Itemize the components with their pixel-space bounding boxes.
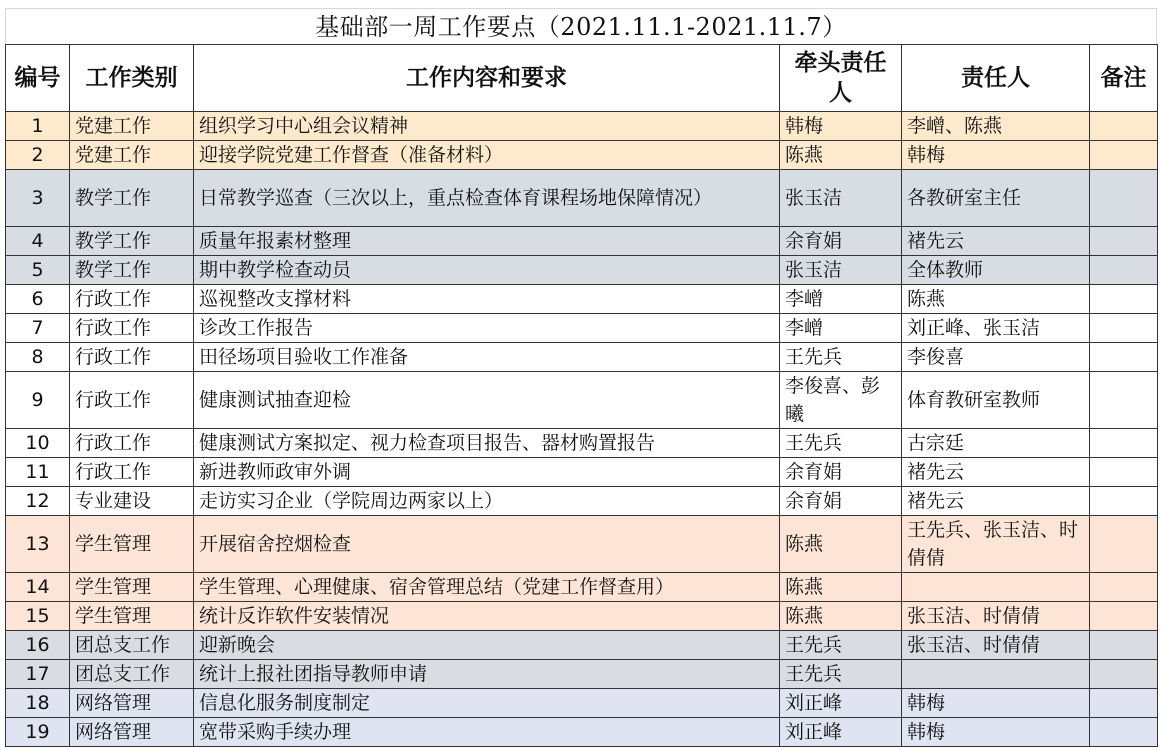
cell-notes[interactable] — [1090, 227, 1158, 256]
table-row — [6, 718, 1158, 747]
table-row — [6, 314, 1158, 343]
cell-lead[interactable]: 刘正峰 — [780, 718, 902, 747]
cell-lead[interactable]: 张玉洁 — [780, 256, 902, 285]
cell-responsible[interactable] — [902, 660, 1090, 689]
cell-notes[interactable] — [1090, 429, 1158, 458]
cell-lead[interactable]: 余育娟 — [780, 227, 902, 256]
cell-num[interactable]: 10 — [6, 429, 70, 458]
cell-category[interactable]: 行政工作 — [70, 372, 194, 429]
cell-responsible[interactable]: 韩梅 — [902, 141, 1090, 170]
cell-category[interactable]: 行政工作 — [70, 285, 194, 314]
cell-content[interactable]: 迎新晚会 — [194, 631, 780, 660]
cell-responsible[interactable]: 褚先云 — [902, 487, 1090, 516]
cell-category[interactable]: 专业建设 — [70, 487, 194, 516]
cell-lead[interactable]: 陈燕 — [780, 602, 902, 631]
cell-lead[interactable]: 王先兵 — [780, 429, 902, 458]
cell-content[interactable]: 质量年报素材整理 — [194, 227, 780, 256]
cell-responsible[interactable]: 王先兵、张玉洁、时倩倩 — [902, 516, 1090, 573]
cell-num[interactable]: 1 — [6, 112, 70, 141]
cell-notes[interactable] — [1090, 372, 1158, 429]
cell-content[interactable]: 走访实习企业（学院周边两家以上） — [194, 487, 780, 516]
cell-category[interactable]: 党建工作 — [70, 141, 194, 170]
cell-content[interactable]: 期中教学检查动员 — [194, 256, 780, 285]
table-body — [6, 112, 1158, 747]
cell-num[interactable]: 2 — [6, 141, 70, 170]
cell-lead[interactable]: 王先兵 — [780, 343, 902, 372]
cell-num[interactable]: 15 — [6, 602, 70, 631]
cell-responsible[interactable]: 李嶒、陈燕 — [902, 112, 1090, 141]
table-row — [6, 487, 1158, 516]
cell-category[interactable]: 行政工作 — [70, 429, 194, 458]
cell-lead[interactable]: 刘正峰 — [780, 689, 902, 718]
cell-content[interactable]: 统计上报社团指导教师申请 — [194, 660, 780, 689]
cell-content[interactable]: 日常教学巡查（三次以上，重点检查体育课程场地保障情况） — [194, 170, 780, 227]
cell-content[interactable]: 新进教师政审外调 — [194, 458, 780, 487]
cell-responsible[interactable]: 李俊喜 — [902, 343, 1090, 372]
cell-num[interactable]: 13 — [6, 516, 70, 573]
cell-responsible[interactable]: 张玉洁、时倩倩 — [902, 602, 1090, 631]
cell-category[interactable]: 学生管理 — [70, 602, 194, 631]
cell-category[interactable]: 行政工作 — [70, 314, 194, 343]
cell-category[interactable]: 党建工作 — [70, 112, 194, 141]
table-row — [6, 429, 1158, 458]
cell-lead[interactable]: 陈燕 — [780, 141, 902, 170]
cell-content[interactable]: 组织学习中心组会议精神 — [194, 112, 780, 141]
cell-num[interactable]: 7 — [6, 314, 70, 343]
cell-responsible[interactable] — [902, 573, 1090, 602]
cell-notes[interactable] — [1090, 141, 1158, 170]
cell-notes[interactable] — [1090, 660, 1158, 689]
cell-category[interactable]: 团总支工作 — [70, 631, 194, 660]
cell-lead[interactable]: 李嶒 — [780, 314, 902, 343]
cell-responsible[interactable]: 全体教师 — [902, 256, 1090, 285]
cell-notes[interactable] — [1090, 458, 1158, 487]
cell-category[interactable]: 团总支工作 — [70, 660, 194, 689]
cell-num[interactable]: 11 — [6, 458, 70, 487]
table-row — [6, 660, 1158, 689]
cell-content[interactable]: 田径场项目验收工作准备 — [194, 343, 780, 372]
table-row — [6, 227, 1158, 256]
cell-notes[interactable] — [1090, 256, 1158, 285]
cell-responsible[interactable]: 韩梅 — [902, 718, 1090, 747]
header-responsible[interactable]: 责任人 — [902, 45, 1090, 112]
cell-notes[interactable] — [1090, 343, 1158, 372]
cell-category[interactable]: 网络管理 — [70, 718, 194, 747]
cell-num[interactable]: 4 — [6, 227, 70, 256]
table-row — [6, 256, 1158, 285]
cell-notes[interactable] — [1090, 631, 1158, 660]
cell-category[interactable]: 教学工作 — [70, 227, 194, 256]
header-lead[interactable]: 牵头责任人 — [780, 45, 902, 112]
cell-lead[interactable]: 张玉洁 — [780, 170, 902, 227]
cell-lead[interactable]: 王先兵 — [780, 631, 902, 660]
cell-responsible[interactable]: 张玉洁、时倩倩 — [902, 631, 1090, 660]
cell-lead[interactable]: 陈燕 — [780, 516, 902, 573]
table-row — [6, 141, 1158, 170]
cell-content[interactable]: 诊改工作报告 — [194, 314, 780, 343]
cell-category[interactable]: 教学工作 — [70, 170, 194, 227]
cell-responsible[interactable]: 陈燕 — [902, 285, 1090, 314]
table-row — [6, 516, 1158, 573]
cell-responsible[interactable]: 古宗廷 — [902, 429, 1090, 458]
header-notes[interactable]: 备注 — [1090, 45, 1158, 112]
cell-num[interactable]: 5 — [6, 256, 70, 285]
cell-content[interactable]: 健康测试抽查迎检 — [194, 372, 780, 429]
cell-notes[interactable] — [1090, 112, 1158, 141]
cell-responsible[interactable]: 体育教研室教师 — [902, 372, 1090, 429]
cell-content[interactable]: 学生管理、心理健康、宿舍管理总结（党建工作督查用） — [194, 573, 780, 602]
cell-num[interactable]: 16 — [6, 631, 70, 660]
cell-num[interactable]: 8 — [6, 343, 70, 372]
sheet-title[interactable]: 基础部一周工作要点（2021.11.1-2021.11.7） — [5, 8, 1157, 44]
header-category[interactable]: 工作类别 — [70, 45, 194, 112]
table-row — [6, 285, 1158, 314]
cell-responsible[interactable]: 韩梅 — [902, 689, 1090, 718]
cell-notes[interactable] — [1090, 602, 1158, 631]
cell-notes[interactable] — [1090, 170, 1158, 227]
cell-notes[interactable] — [1090, 314, 1158, 343]
table-row — [6, 631, 1158, 660]
cell-lead[interactable]: 余育娟 — [780, 458, 902, 487]
cell-num[interactable]: 14 — [6, 573, 70, 602]
table-row — [6, 573, 1158, 602]
table-row — [6, 112, 1158, 141]
cell-notes[interactable] — [1090, 573, 1158, 602]
cell-category[interactable]: 行政工作 — [70, 343, 194, 372]
cell-category[interactable]: 网络管理 — [70, 689, 194, 718]
cell-responsible[interactable]: 各教研室主任 — [902, 170, 1090, 227]
header-row — [6, 45, 1158, 112]
cell-responsible[interactable]: 褚先云 — [902, 458, 1090, 487]
cell-num[interactable]: 19 — [6, 718, 70, 747]
header-content[interactable]: 工作内容和要求 — [194, 45, 780, 112]
cell-category[interactable]: 行政工作 — [70, 458, 194, 487]
cell-num[interactable]: 6 — [6, 285, 70, 314]
table-row — [6, 372, 1158, 429]
header-num[interactable]: 编号 — [6, 45, 70, 112]
table-row — [6, 170, 1158, 227]
cell-content[interactable]: 信息化服务制度制定 — [194, 689, 780, 718]
cell-num[interactable]: 18 — [6, 689, 70, 718]
cell-lead[interactable]: 李嶒 — [780, 285, 902, 314]
cell-content[interactable]: 迎接学院党建工作督查（准备材料） — [194, 141, 780, 170]
cell-lead[interactable]: 陈燕 — [780, 573, 902, 602]
cell-content[interactable]: 统计反诈软件安装情况 — [194, 602, 780, 631]
cell-notes[interactable] — [1090, 718, 1158, 747]
table-row — [6, 689, 1158, 718]
cell-lead[interactable]: 余育娟 — [780, 487, 902, 516]
cell-content[interactable]: 开展宿舍控烟检查 — [194, 516, 780, 573]
cell-category[interactable]: 教学工作 — [70, 256, 194, 285]
table-row — [6, 458, 1158, 487]
cell-num[interactable]: 17 — [6, 660, 70, 689]
cell-content[interactable]: 宽带采购手续办理 — [194, 718, 780, 747]
worksheet — [5, 8, 1157, 747]
cell-num[interactable]: 3 — [6, 170, 70, 227]
cell-notes[interactable] — [1090, 285, 1158, 314]
cell-lead[interactable]: 王先兵 — [780, 660, 902, 689]
cell-category[interactable]: 学生管理 — [70, 573, 194, 602]
cell-responsible[interactable]: 褚先云 — [902, 227, 1090, 256]
work-plan-table — [5, 44, 1158, 747]
table-row — [6, 343, 1158, 372]
cell-num[interactable]: 12 — [6, 487, 70, 516]
cell-notes[interactable] — [1090, 516, 1158, 573]
cell-notes[interactable] — [1090, 689, 1158, 718]
cell-lead[interactable]: 李俊喜、彭曦 — [780, 372, 902, 429]
cell-category[interactable]: 学生管理 — [70, 516, 194, 573]
table-row — [6, 602, 1158, 631]
cell-content[interactable]: 巡视整改支撑材料 — [194, 285, 780, 314]
cell-num[interactable]: 9 — [6, 372, 70, 429]
cell-responsible[interactable]: 刘正峰、张玉洁 — [902, 314, 1090, 343]
cell-lead[interactable]: 韩梅 — [780, 112, 902, 141]
cell-notes[interactable] — [1090, 487, 1158, 516]
cell-content[interactable]: 健康测试方案拟定、视力检查项目报告、器材购置报告 — [194, 429, 780, 458]
